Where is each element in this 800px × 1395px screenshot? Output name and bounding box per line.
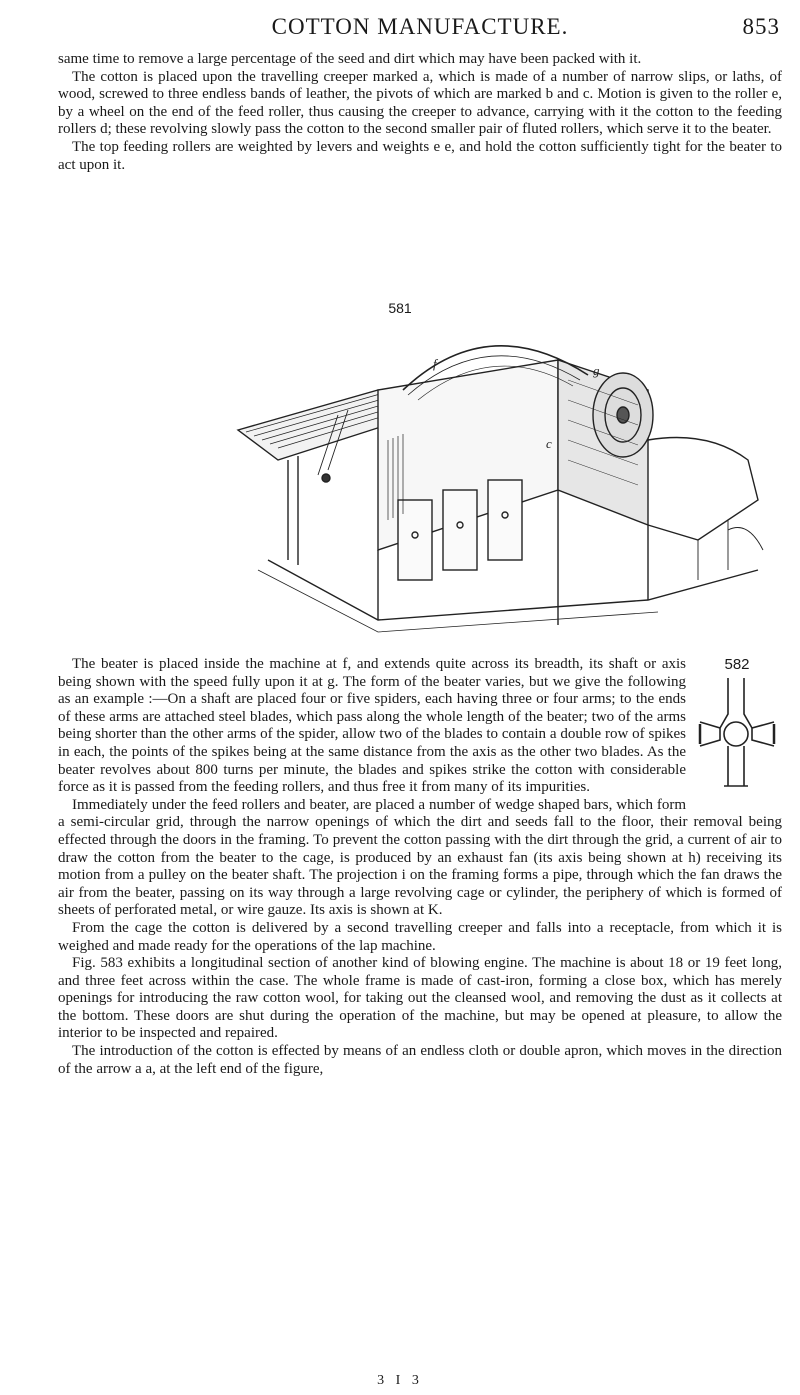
paragraph: same time to remove a large percentage of the seed and dirt which may have been packed with it. xyxy=(58,51,642,67)
label-f: f xyxy=(433,356,437,371)
paragraph: The cotton is placed upon the travelling creeper marked a, which is made of a number of narrow slips, or laths, of wood, screwed to three endless bands of leather, the pivots of which are marked b and c. Motion is given to the roller e, by a wheel on the end of the feed roller, thus causing the creeper to advance, carrying with it the cotton to the feeding rollers d; these revolving slowly pass the cotton to the second smaller pair of fluted rollers, which serve it to the beater. xyxy=(58,68,782,138)
paragraph: Immediately under the feed rollers and beater, are placed a number of wedge shaped bars, which form a semi-circular grid, through the narrow openings of which the dirt and seeds fall to the floor, their removal being effected through the doors in the framing. To prevent the cotton passing with the dirt through the grid, a current of air to draw the cotton from the beater to the cage, is produced by an exhaust fan (its axis being shown at h) receiving its motion from a pulley on the beater shaft. The projection i on the framing forms a pipe, through which the fan draws the air from the beater, passing on its way through a large revolving cage or cylinder, the periphery of which is formed of sheets of perforated metal, or wire gauze. Its axis is shown at K. xyxy=(58,796,782,919)
paragraph: Fig. 583 exhibits a longitudinal section of another kind of blowing engine. The machine is about 18 or 19 feet long, and three feet across within the case. The whole frame is made of cast-iron, forming a close box, which has merely openings for introducing the raw cotton wool, for taking out the cleansed wool, and removing the dust as it collects at the bottom. These doors are shut during the operation of the machine, but may be opened at pleasure, to allow the interior to be inspected and repaired. xyxy=(58,955,782,1042)
figure-582-beater xyxy=(692,656,782,801)
label-c: c xyxy=(546,436,552,451)
label-g: g xyxy=(593,363,600,378)
paragraph: The introduction of the cotton is effected by means of an endless cloth or double apron, which moves in the direction of the arrow a a, at the left end of the figure, xyxy=(58,1043,782,1077)
figure-581-blowing-machine xyxy=(228,320,768,650)
beater-cross-section-diagram xyxy=(698,676,776,791)
figure-number-581: 581 xyxy=(388,300,412,316)
paragraph: The beater is placed inside the machine at f, and extends quite across its breadth, its shaft or axis being shown with the speed fully upon it at g. The form of the beater varies, but we give the following as an example :—On a shaft are placed four or five spiders, each having three or four arms; to the ends of these arms are attached steel blades, which pass along the whole length of the beater; two of the arms being shorter than the other arms of the spider, allow two of the blades to contain a double row of spikes in each, the points of the spikes being at the same distance from the axis as the other two blades. As the beater revolves about 800 turns per minute, the blades and spikes strike the cotton with considerable force as it is passed from the feeding rollers, and thus free it from many of its impurities. xyxy=(58,656,686,796)
signature-mark: 3 I 3 xyxy=(377,1373,423,1388)
top-text-block xyxy=(58,51,782,174)
header-title: COTTON MANUFACTURE. xyxy=(271,14,569,39)
figure-number-582: 582 xyxy=(724,656,750,673)
running-header xyxy=(60,14,780,44)
page-number: 853 xyxy=(742,14,780,39)
paragraph: The top feeding rollers are weighted by levers and weights e e, and hold the cotton sufficiently tight for the beater to act upon it. xyxy=(58,138,782,173)
bottom-text-block xyxy=(58,656,782,1078)
blowing-machine-engraving xyxy=(228,320,768,650)
paragraph: From the cage the cotton is delivered by a second travelling creeper and falls into a receptacle, from which it is weighed and made ready for the operations of the lap machine. xyxy=(58,919,782,954)
